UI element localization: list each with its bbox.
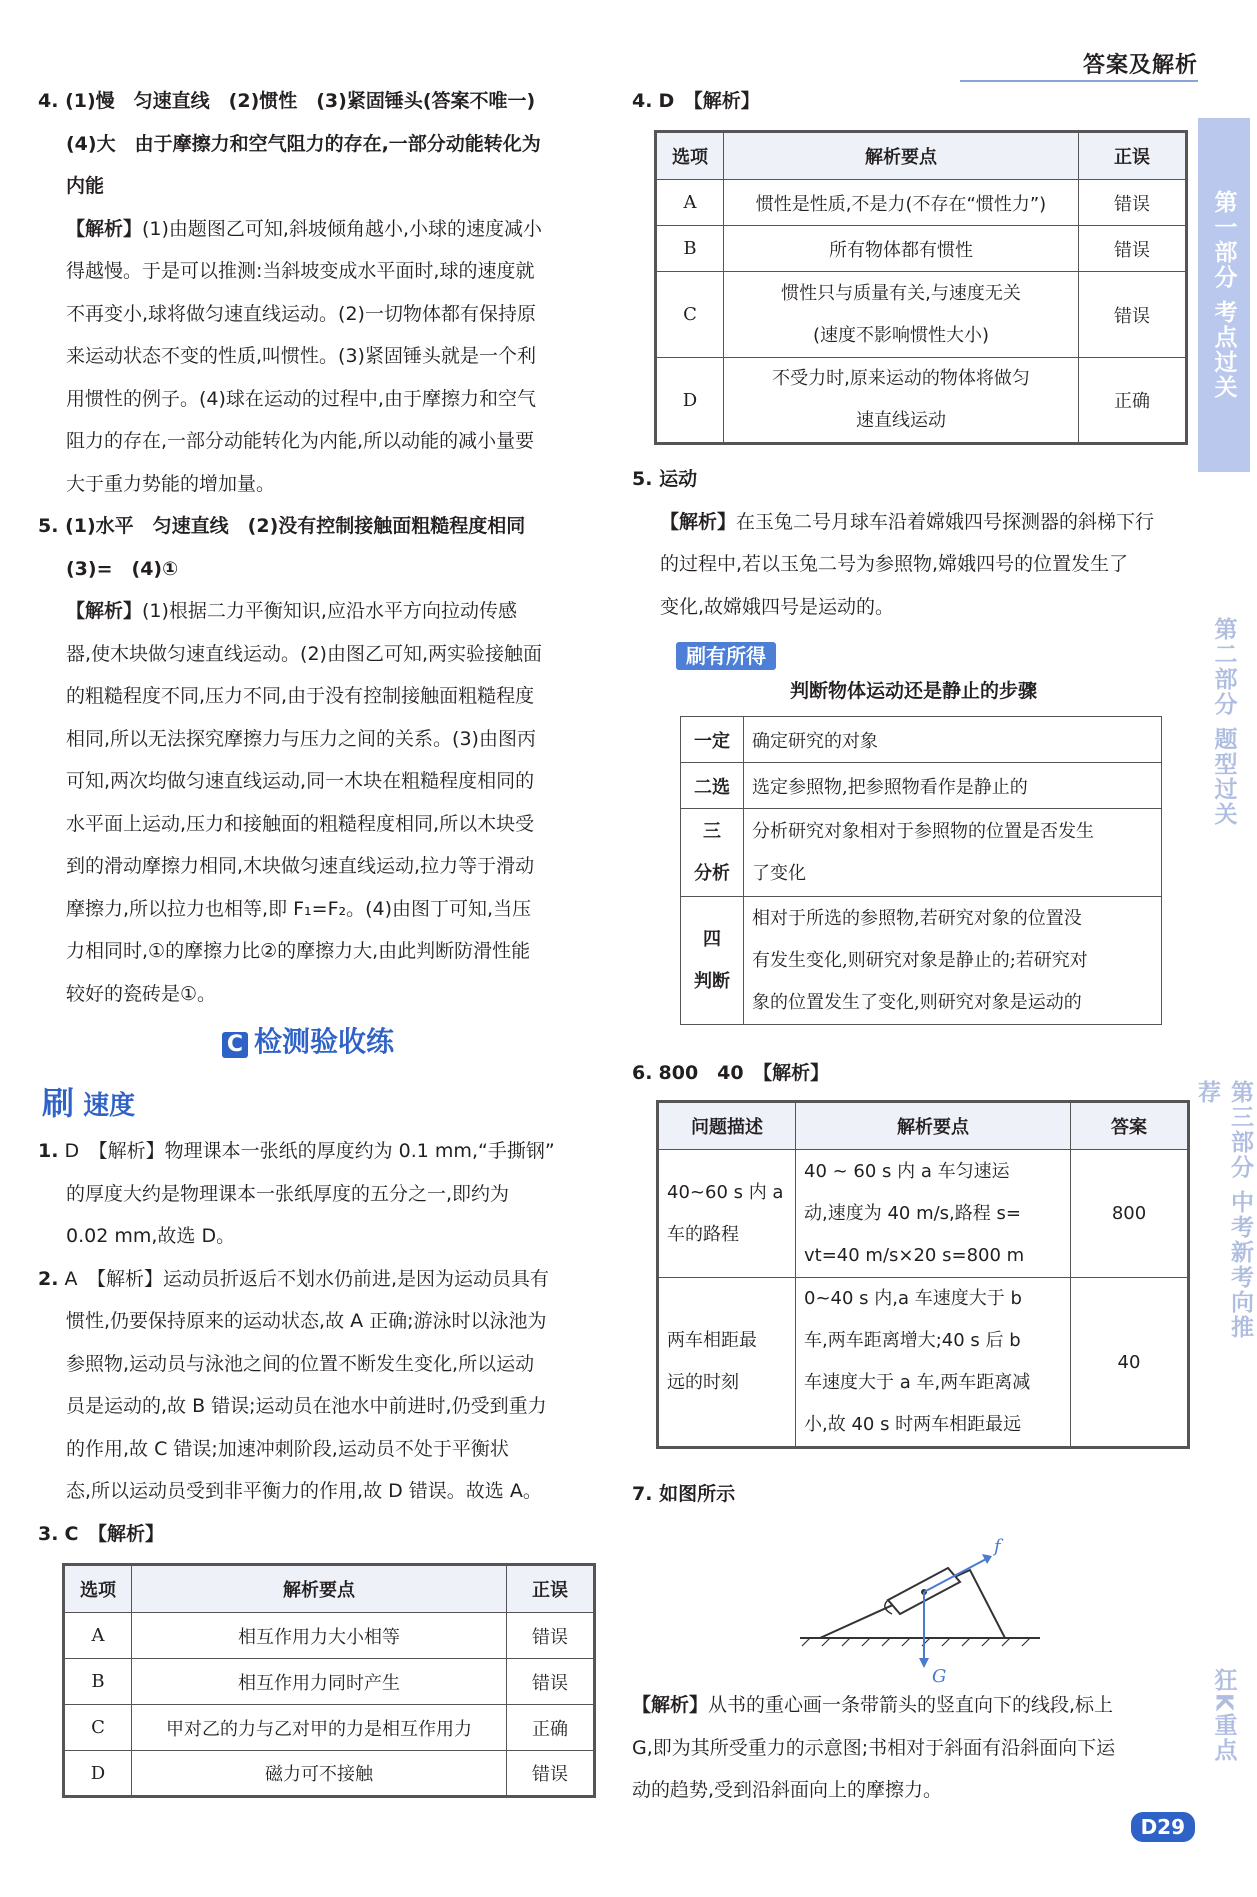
section-c-label: 检测验收练	[254, 1025, 395, 1058]
table-cell: 不受力时,原来运动的物体将做匀 速直线运动	[724, 358, 1079, 444]
table-cell: 惯性只与质量有关,与速度无关 (速度不影响惯性大小)	[724, 272, 1079, 358]
q5-analysis-line: 较好的瓷砖是①。	[66, 982, 217, 1005]
table-cell: 所有物体都有惯性	[724, 226, 1079, 272]
rq4-head: 4. D 【解析】	[632, 90, 760, 112]
shua-label: 速度	[83, 1091, 136, 1121]
q3-table	[62, 1563, 596, 1798]
section-c-title	[222, 1020, 394, 1060]
q3-head: 3. C 【解析】	[38, 1522, 164, 1545]
q1-line: 0.02 mm,故选 D。	[66, 1225, 236, 1247]
right-q7-analysis	[632, 1684, 1192, 1812]
side-tab-part2[interactable]: 第二部分 题型过关	[1210, 616, 1237, 827]
side-tab-part3[interactable]: 第三部分 中考新考向推荐	[1194, 1080, 1253, 1341]
table-cell: 错误	[507, 1659, 595, 1705]
table-cell: C	[656, 272, 724, 358]
q5-analysis-line: 到的滑动摩擦力相同,木块做匀速直线运动,拉力等于滑动	[66, 855, 535, 877]
rq6-header-desc: 问题描述	[658, 1102, 796, 1150]
rq6-header-answer: 答案	[1071, 1102, 1189, 1150]
q5-analysis-line: 摩擦力,所以拉力也相等,即 F₁=F₂。(4)由图丁可知,当压	[66, 897, 532, 920]
gain-text: 选定参照物,把参照物看作是静止的	[744, 763, 1162, 809]
table-cell: 相互作用力同时产生	[132, 1659, 507, 1705]
q5-analysis-line: 相同,所以无法探究摩擦力与压力之间的关系。(3)由图丙	[66, 727, 536, 750]
table-cell: 正确	[507, 1705, 595, 1751]
rq7-analysis-line: 【解析】从书的重心画一条带箭头的竖直向下的线段,标上	[632, 1694, 1114, 1716]
q4-analysis-line: 用惯性的例子。(4)球在运动的过程中,由于摩擦力和空气	[66, 387, 536, 410]
q5-answer-line1: 5. (1)水平 匀速直线 (2)没有控制接触面粗糙程度相同	[38, 515, 526, 537]
page-number-badge: D29	[1131, 1812, 1195, 1842]
table-cell: A	[656, 180, 724, 226]
gain-text: 确定研究的对象	[744, 717, 1162, 763]
table-cell: 两车相距最 远的时刻	[658, 1278, 796, 1448]
q4-analysis-line: 【解析】(1)由题图乙可知,斜坡倾角越小,小球的速度减小	[66, 217, 543, 240]
table-cell: 错误	[1079, 226, 1187, 272]
q2-line: 惯性,仍要保持原来的运动状态,故 A 正确;游泳时以泳池为	[66, 1310, 547, 1332]
gain-badge	[676, 640, 776, 669]
q7-incline-diagram	[790, 1520, 1060, 1690]
table-cell: D	[656, 358, 724, 444]
table-cell: A	[64, 1613, 132, 1659]
rq7-analysis-line: 动的趋势,受到沿斜面向上的摩擦力。	[632, 1779, 943, 1801]
table-cell: 错误	[507, 1751, 595, 1797]
right-q4-head	[632, 80, 1192, 123]
table-cell: D	[64, 1751, 132, 1797]
rq5-analysis-line: 的过程中,若以玉兔二号为参照物,嫦娥四号的位置发生了	[660, 553, 1129, 575]
table-cell: 错误	[1079, 180, 1187, 226]
q4-answer-line3: 内能	[66, 175, 105, 197]
q4-answer-line2: (4)大 由于摩擦力和空气阻力的存在,一部分动能转化为	[66, 132, 541, 155]
q4-analysis-line: 来运动状态不变的性质,叫惯性。(3)紧固锤头就是一个利	[66, 345, 536, 367]
rq4-table	[654, 130, 1188, 445]
rq4-header-option: 选项	[656, 132, 724, 180]
rq5-analysis-line: 变化,故嫦娥四号是运动的。	[660, 595, 895, 618]
rq6-table	[656, 1100, 1190, 1449]
gain-text: 分析研究对象相对于参照物的位置是否发生 了变化	[744, 809, 1162, 897]
gain-step: 二选	[681, 763, 744, 809]
ground-hatching	[802, 1638, 1030, 1646]
side-tab-part1[interactable]: 第一部分 考点过关	[1198, 118, 1250, 472]
q5-analysis-line: 的粗糙程度不同,压力不同,由于没有控制接触面粗糙程度	[66, 685, 535, 707]
table-cell: 40 ~ 60 s 内 a 车匀速运 动,速度为 40 m/s,路程 s= vt=40 m/s×20 s=800 m	[796, 1150, 1071, 1278]
q5-analysis-line: 【解析】(1)根据二力平衡知识,应沿水平方向拉动传感	[66, 600, 517, 622]
table-cell: 正确	[1079, 358, 1187, 444]
shua-heading	[42, 1078, 135, 1124]
rq4-header-result: 正误	[1079, 132, 1187, 180]
q2-line: 员是运动的,故 B 错误;运动员在池水中前进时,仍受到重力	[66, 1395, 547, 1417]
gain-step: 三 分析	[681, 809, 744, 897]
label-g: G	[932, 1666, 947, 1687]
q2-line: 态,所以运动员受到非平衡力的作用,故 D 错误。故选 A。	[66, 1480, 542, 1502]
q3-header-option: 选项	[64, 1565, 132, 1613]
q5-analysis-line: 水平面上运动,压力和接触面的粗糙程度相同,所以木块受	[66, 812, 535, 835]
rq4-header-points: 解析要点	[724, 132, 1079, 180]
q1-line: 1. D 【解析】物理课本一张纸的厚度约为 0.1 mm,“手撕钢”	[38, 1140, 555, 1162]
right-q5	[632, 458, 1192, 628]
gain-badge-label: 刷有所得	[676, 642, 776, 670]
q4-answer-line1: 4. (1)慢 匀速直线 (2)惯性 (3)紧固锤头(答案不唯一)	[38, 90, 536, 112]
rq7-analysis-line: G,即为其所受重力的示意图;书相对于斜面有沿斜面向下运	[632, 1736, 1116, 1759]
right-q6-head	[632, 1052, 1192, 1095]
rq6-header-points: 解析要点	[796, 1102, 1071, 1150]
q2-line: 2. A 【解析】运动员折返后不划水仍前进,是因为运动员具有	[38, 1267, 550, 1290]
gain-table	[680, 716, 1162, 1025]
rq6-head: 6. 800 40 【解析】	[632, 1062, 830, 1084]
table-cell: B	[64, 1659, 132, 1705]
label-f: f	[994, 1536, 1001, 1557]
q4-analysis-line: 得越慢。于是可以推测:当斜坡变成水平面时,球的速度就	[66, 260, 535, 282]
table-cell: 错误	[507, 1613, 595, 1659]
q4-analysis-line: 不再变小,球将做匀速直线运动。(2)一切物体都有保持原	[66, 302, 536, 325]
section-c-letter: C	[222, 1032, 248, 1058]
gain-step: 四 判断	[681, 897, 744, 1025]
shua-icon: 刷	[42, 1084, 75, 1122]
gain-title: 判断物体运动还是静止的步骤	[790, 680, 1038, 702]
side-tab-key[interactable]: 狂K重点	[1210, 1667, 1237, 1763]
table-cell: 惯性是性质,不是力(不存在“惯性力”)	[724, 180, 1079, 226]
table-cell: 0~40 s 内,a 车速度大于 b 车,两车距离增大;40 s 后 b 车速度大于 a 车,两车距离减 小,故 40 s 时两车相距最远	[796, 1278, 1071, 1448]
q2-line: 参照物,运动员与泳池之间的位置不断发生变化,所以运动	[66, 1352, 535, 1375]
table-cell: 甲对乙的力与乙对甲的力是相互作用力	[132, 1705, 507, 1751]
q2-line: 的作用,故 C 错误;加速冲刺阶段,运动员不处于平衡状	[66, 1437, 509, 1460]
q3-header-result: 正误	[507, 1565, 595, 1613]
q1-line: 的厚度大约是物理课本一张纸厚度的五分之一,即约为	[66, 1182, 510, 1205]
page-header-title: 答案及解析	[1082, 53, 1198, 78]
q5-answer-line2: (3)= (4)①	[66, 557, 179, 580]
q3-header-points: 解析要点	[132, 1565, 507, 1613]
q5-analysis-line: 器,使木块做匀速直线运动。(2)由图乙可知,两实验接触面	[66, 642, 542, 665]
table-cell: 磁力可不接触	[132, 1751, 507, 1797]
left-column	[38, 80, 598, 1015]
table-cell: 40~60 s 内 a 车的路程	[658, 1150, 796, 1278]
table-cell: C	[64, 1705, 132, 1751]
rq5-analysis-line: 【解析】在玉兔二号月球车沿着嫦娥四号探测器的斜梯下行	[660, 510, 1155, 533]
q4-analysis-line: 阻力的存在,一部分动能转化为内能,所以动能的减小量要	[66, 430, 535, 452]
gain-text: 相对于所选的参照物,若研究对象的位置没 有发生变化,则研究对象是静止的;若研究对 象的位置发生了变化,则研究对象是运动的	[744, 897, 1162, 1025]
gravity-arrowhead	[919, 1658, 929, 1668]
table-cell: B	[656, 226, 724, 272]
q5-analysis-line: 力相同时,①的摩擦力比②的摩擦力大,由此判断防滑性能	[66, 940, 531, 962]
table-cell: 800	[1071, 1150, 1189, 1278]
gain-step: 一定	[681, 717, 744, 763]
table-cell: 错误	[1079, 272, 1187, 358]
q5-analysis-line: 可知,两次均做匀速直线运动,同一木块在粗糙程度相同的	[66, 770, 535, 792]
rq7-head: 7. 如图所示	[632, 1483, 736, 1505]
friction-arrowhead	[982, 1554, 992, 1564]
left-column-lower	[38, 1130, 598, 1555]
right-q7-head	[632, 1473, 1192, 1516]
q4-analysis-line: 大于重力势能的增加量。	[66, 472, 276, 495]
table-cell: 40	[1071, 1278, 1189, 1448]
rq5-answer: 5. 运动	[632, 468, 698, 490]
table-cell: 相互作用力大小相等	[132, 1613, 507, 1659]
